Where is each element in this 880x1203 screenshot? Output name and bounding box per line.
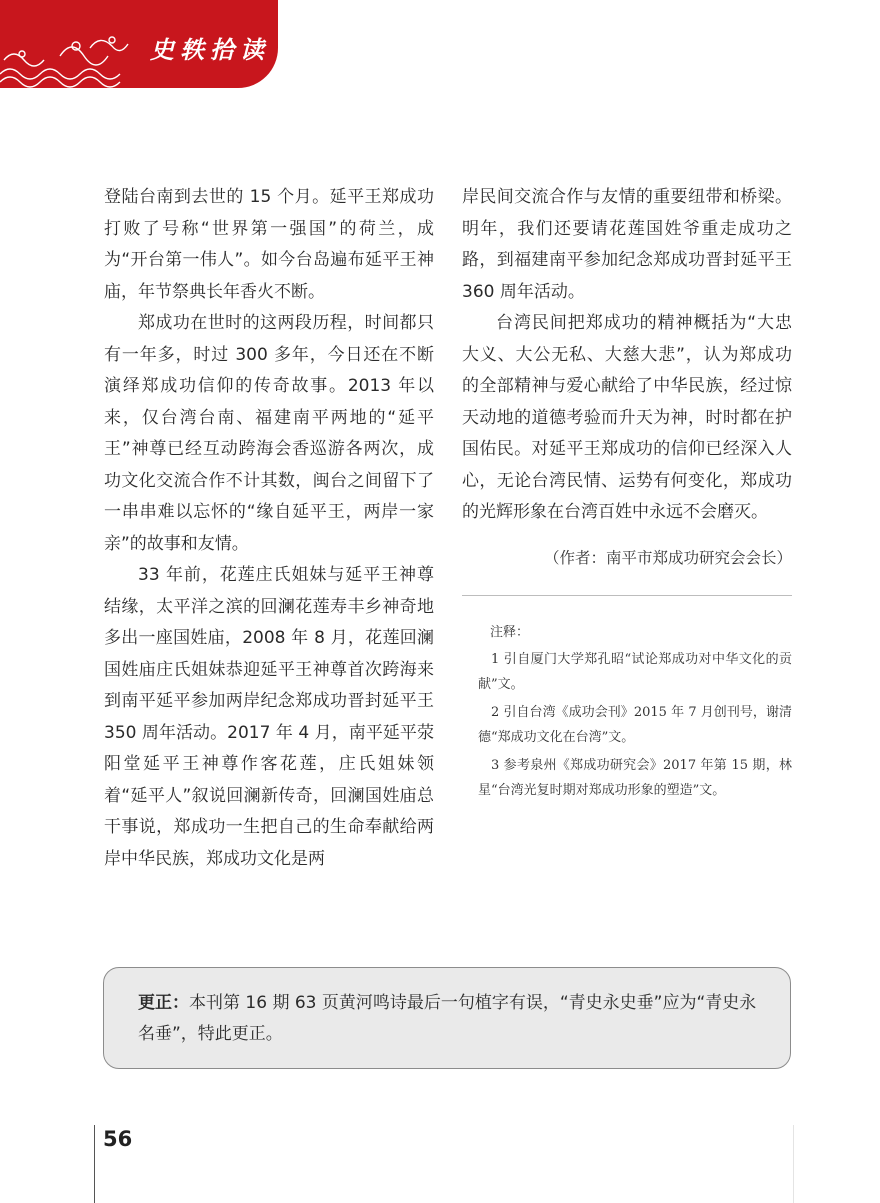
paragraph: 台湾民间把郑成功的精神概括为“大忠大义、大公无私、大慈大悲”，认为郑成功的全部精神与爱心献给了中华民族，经过惊天动地的道德考验而升天为神，时时都在护国佑民。对延平王郑成功的信仰已经深入人心，无论台湾民情、运势有何变化，郑成功的光辉形象在台湾百姓中永远不会磨灭。 <box>462 313 792 522</box>
correction-box <box>103 967 791 1069</box>
correction-label: 更正： <box>138 993 189 1013</box>
author-byline: （作者：南平市郑成功研究会会长） <box>543 549 792 567</box>
paragraph: 登陆台南到去世的 15 个月。延平王郑成功打败了号称“世界第一强国”的荷兰，成为“开台第一伟人”。如今台岛遍布延平王神庙，年节祭典长年香火不断。 <box>104 187 434 302</box>
article-left-column <box>104 182 434 875</box>
correction-notice <box>138 988 758 1050</box>
paragraph: 33 年前，花莲庄氏姐妹与延平王神尊结缘，太平洋之滨的回澜花莲寿丰乡神奇地多出一座国姓庙，2008 年 8 月，花莲回澜国姓庙庄氏姐妹恭迎延平王神尊首次跨海来到南平延平参加两岸纪念郑成功晋封延平王 350 周年活动。2017 年 4 月，南平延平荥阳堂延平王神尊作客花莲，庄氏姐妹领着“延平人”叙说回澜新传奇，回澜国姓庙总干事说，郑成功一生把自己的生命奉献给两岸中华民族，郑成功文化是两 <box>104 565 434 869</box>
paragraph: 岸民间交流合作与友情的重要纽带和桥梁。明年，我们还要请花莲国姓爷重走成功之路，到福建南平参加纪念郑成功晋封延平王 360 周年活动。 <box>462 187 792 302</box>
section-banner <box>0 0 278 88</box>
notes-heading: 注释： <box>490 625 530 640</box>
footnotes <box>478 620 792 806</box>
page-margin-rule <box>94 1125 95 1203</box>
page-number: 56 <box>103 1127 133 1151</box>
footnote-item: 2 引自台湾《成功会刊》2015 年 7 月创刊号，谢清德“郑成功文化在台湾”文。 <box>478 705 792 745</box>
correction-text: 本刊第 16 期 63 页黄河鸣诗最后一句植字有误，“青史永史垂”应为“青史永名垂”，特此更正。 <box>138 993 757 1044</box>
footnote-item: 1 引自厦门大学郑孔昭“试论郑成功对中华文化的贡献”文。 <box>478 652 792 692</box>
paragraph: 郑成功在世时的这两段历程，时间都只有一年多，时过 300 多年，今日还在不断演绎郑成功信仰的传奇故事。2013 年以来，仅台湾台南、福建南平两地的“延平王”神尊已经互动跨海会香巡游各两次，成功文化交流合作不计其数，闽台之间留下了一串串难以忘怀的“缘自延平王，两岸一家亲”的故事和友情。 <box>104 313 434 554</box>
notes-divider <box>462 595 792 596</box>
article-right-column <box>462 182 792 529</box>
column-title: 史轶拾读 <box>150 35 270 64</box>
page-edge-line <box>793 1125 794 1203</box>
footnote-item: 3 参考泉州《郑成功研究会》2017 年第 15 期，林星“台湾光复时期对郑成功形象的塑造”文。 <box>478 758 792 798</box>
wave-decoration-icon <box>0 30 135 88</box>
